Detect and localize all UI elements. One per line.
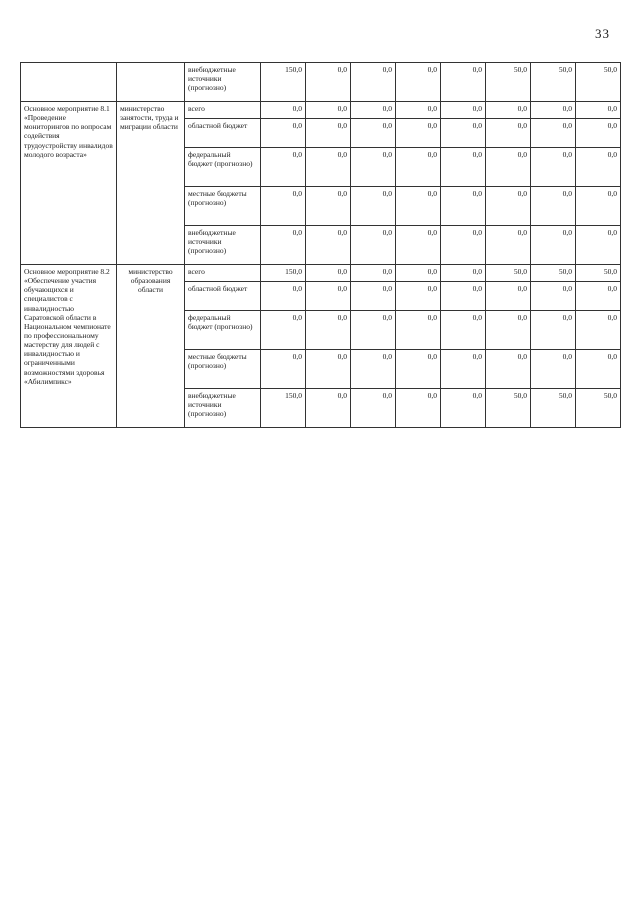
value-year-5: 0,0 [486,148,531,187]
value-year-6: 0,0 [531,311,576,350]
value-year-2: 0,0 [351,63,396,102]
value-year-1: 0,0 [306,148,351,187]
value-year-2: 0,0 [351,102,396,119]
value-year-5: 50,0 [486,389,531,428]
table-row [21,102,621,119]
value-year-1: 0,0 [306,282,351,311]
page-number: 33 [595,26,610,41]
value-year-1: 0,0 [306,226,351,265]
source-cell: местные бюджеты (прогнозно) [185,350,261,389]
value-year-3: 0,0 [396,102,441,119]
value-year-7: 0,0 [576,148,621,187]
value-year-1: 0,0 [306,265,351,282]
source-cell: областной бюджет [185,282,261,311]
value-year-5: 50,0 [486,63,531,102]
value-year-5: 0,0 [486,187,531,226]
value-year-1: 0,0 [306,119,351,148]
value-year-2: 0,0 [351,148,396,187]
value-year-1: 0,0 [306,63,351,102]
continuation-row [21,63,621,102]
value-year-5: 0,0 [486,311,531,350]
value-year-1: 0,0 [306,187,351,226]
value-total: 0,0 [261,187,306,226]
value-year-1: 0,0 [306,102,351,119]
value-year-6: 0,0 [531,119,576,148]
value-year-3: 0,0 [396,282,441,311]
value-total: 0,0 [261,311,306,350]
value-year-7: 50,0 [576,389,621,428]
value-total: 0,0 [261,148,306,187]
source-cell: местные бюджеты (прогнозно) [185,187,261,226]
value-total: 150,0 [261,389,306,428]
value-year-3: 0,0 [396,119,441,148]
value-year-4: 0,0 [441,265,486,282]
value-year-4: 0,0 [441,187,486,226]
value-year-3: 0,0 [396,389,441,428]
value-year-7: 0,0 [576,350,621,389]
value-year-4: 0,0 [441,389,486,428]
value-year-6: 50,0 [531,265,576,282]
value-year-4: 0,0 [441,148,486,187]
source-cell: внебюджетные источники (прогнозно) [185,389,261,428]
value-year-7: 50,0 [576,63,621,102]
value-year-1: 0,0 [306,350,351,389]
value-year-5: 0,0 [486,119,531,148]
executor-cell-empty [117,63,185,102]
value-year-1: 0,0 [306,311,351,350]
value-year-2: 0,0 [351,226,396,265]
value-year-4: 0,0 [441,226,486,265]
value-year-5: 0,0 [486,102,531,119]
value-year-2: 0,0 [351,350,396,389]
source-cell: федеральный бюджет (прогнозно) [185,148,261,187]
value-year-5: 0,0 [486,350,531,389]
value-year-5: 50,0 [486,265,531,282]
budget-table [20,62,621,428]
value-total: 150,0 [261,265,306,282]
source-cell: всего [185,265,261,282]
value-total: 0,0 [261,226,306,265]
value-total: 0,0 [261,119,306,148]
value-year-3: 0,0 [396,311,441,350]
value-year-3: 0,0 [396,350,441,389]
value-year-1: 0,0 [306,389,351,428]
value-total: 150,0 [261,63,306,102]
value-year-2: 0,0 [351,119,396,148]
budget-table-wrapper [20,62,620,428]
table-body [21,63,621,428]
value-year-7: 0,0 [576,187,621,226]
value-year-7: 0,0 [576,119,621,148]
value-year-7: 50,0 [576,265,621,282]
value-year-4: 0,0 [441,119,486,148]
value-total: 0,0 [261,350,306,389]
value-year-5: 0,0 [486,226,531,265]
value-year-3: 0,0 [396,63,441,102]
value-year-2: 0,0 [351,282,396,311]
source-cell: федеральный бюджет (прогнозно) [185,311,261,350]
value-total: 0,0 [261,102,306,119]
value-year-6: 0,0 [531,102,576,119]
value-year-2: 0,0 [351,389,396,428]
table-row [21,265,621,282]
value-year-6: 0,0 [531,187,576,226]
value-year-7: 0,0 [576,311,621,350]
value-year-6: 0,0 [531,148,576,187]
source-cell: внебюджетные источники (прогнозно) [185,63,261,102]
value-year-6: 0,0 [531,282,576,311]
value-year-2: 0,0 [351,187,396,226]
value-year-2: 0,0 [351,265,396,282]
value-year-6: 0,0 [531,226,576,265]
source-cell: областной бюджет [185,119,261,148]
value-year-6: 50,0 [531,389,576,428]
activity-cell-empty [21,63,117,102]
executor-cell: министерство занятости, труда и миграции области [117,102,185,265]
value-year-6: 50,0 [531,63,576,102]
source-cell: всего [185,102,261,119]
value-year-7: 0,0 [576,282,621,311]
value-year-3: 0,0 [396,148,441,187]
value-year-4: 0,0 [441,311,486,350]
value-year-3: 0,0 [396,187,441,226]
value-year-5: 0,0 [486,282,531,311]
activity-cell: Основное мероприятие 8.1 «Проведение мониторингов по вопросам содействия трудоустройству инвалидов молодого возраста» [21,102,117,265]
value-year-4: 0,0 [441,102,486,119]
value-year-6: 0,0 [531,350,576,389]
value-year-3: 0,0 [396,265,441,282]
executor-cell: министерство образования области [117,265,185,428]
value-total: 0,0 [261,282,306,311]
value-year-4: 0,0 [441,282,486,311]
source-cell: внебюджетные источники (прогнозно) [185,226,261,265]
value-year-7: 0,0 [576,226,621,265]
value-year-2: 0,0 [351,311,396,350]
value-year-4: 0,0 [441,350,486,389]
value-year-4: 0,0 [441,63,486,102]
value-year-7: 0,0 [576,102,621,119]
value-year-3: 0,0 [396,226,441,265]
activity-cell: Основное мероприятие 8.2 «Обеспечение участия обучающихся и специалистов с инвалидностью Саратовской области в Национальном чемпионате по профессиональному мастерству для людей с инвалидностью и ограниченными возможностями здоровья «Абилимпикс» [21,265,117,428]
